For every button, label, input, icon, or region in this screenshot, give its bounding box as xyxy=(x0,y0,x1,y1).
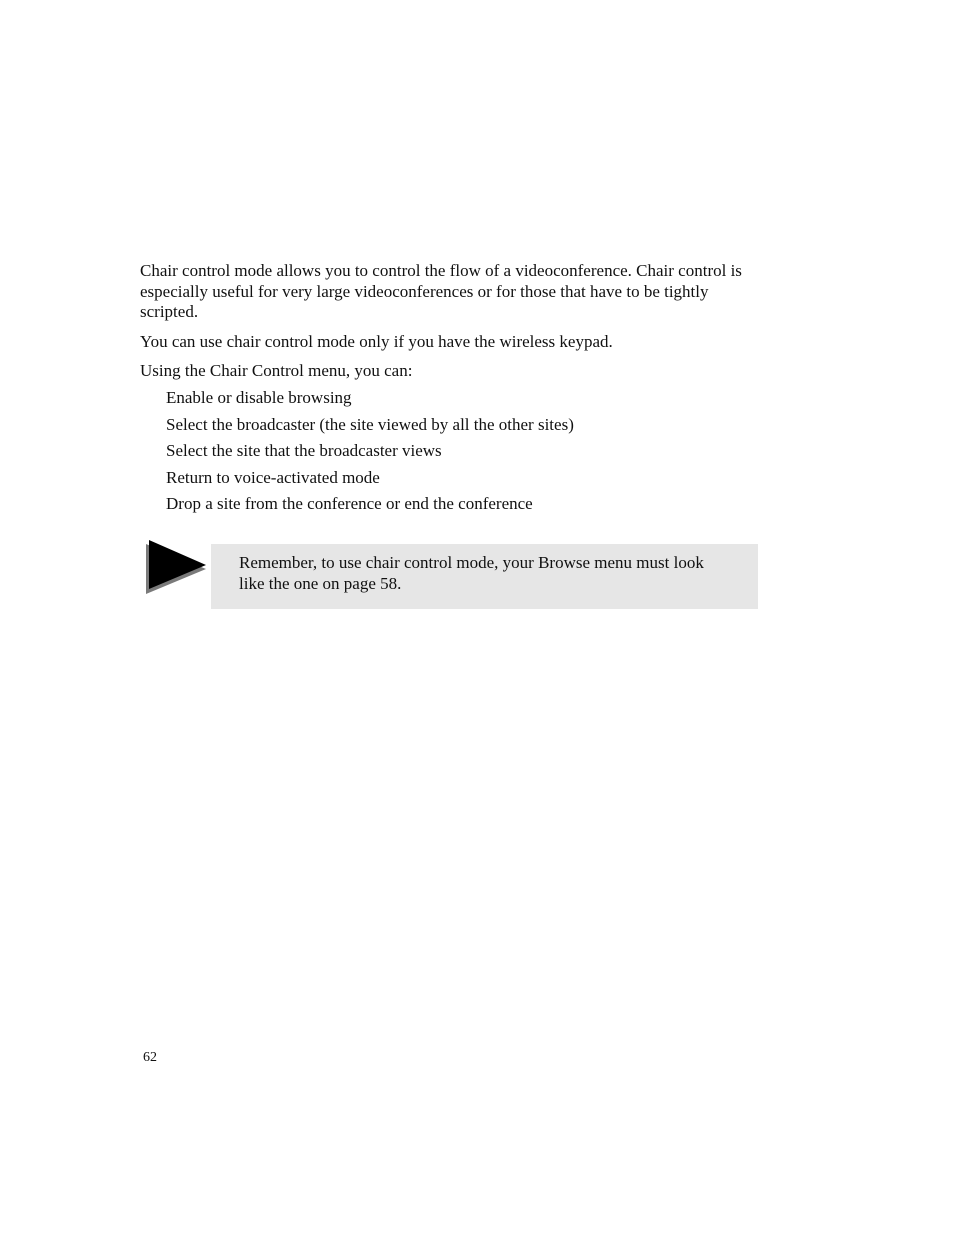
note-text: Remember, to use chair control mode, your Browse menu must look like the one on page 58. xyxy=(239,553,704,593)
arrow-pointer-icon xyxy=(145,539,209,595)
page-number: 62 xyxy=(143,1050,157,1065)
list-item: Select the site that the broadcaster views xyxy=(166,441,442,460)
list-item: Return to voice-activated mode xyxy=(166,467,380,487)
list-item: Select the broadcaster (the site viewed by all the other sites) xyxy=(166,414,574,434)
list-item: Enable or disable browsing xyxy=(166,388,352,407)
intro-paragraph: Chair control mode allows you to control the flow of a videoconference. Chair control is especially useful for very large videoconferences or for those that have to be tightly scripted. xyxy=(140,261,742,321)
keypad-requirement-paragraph: You can use chair control mode only if you have the wireless keypad. xyxy=(140,332,613,351)
list-item: Drop a site from the conference or end the conference xyxy=(166,494,533,513)
menu-intro-paragraph: Using the Chair Control menu, you can: xyxy=(140,361,413,380)
note-box xyxy=(211,544,758,609)
chair-control-options-list xyxy=(166,388,574,521)
